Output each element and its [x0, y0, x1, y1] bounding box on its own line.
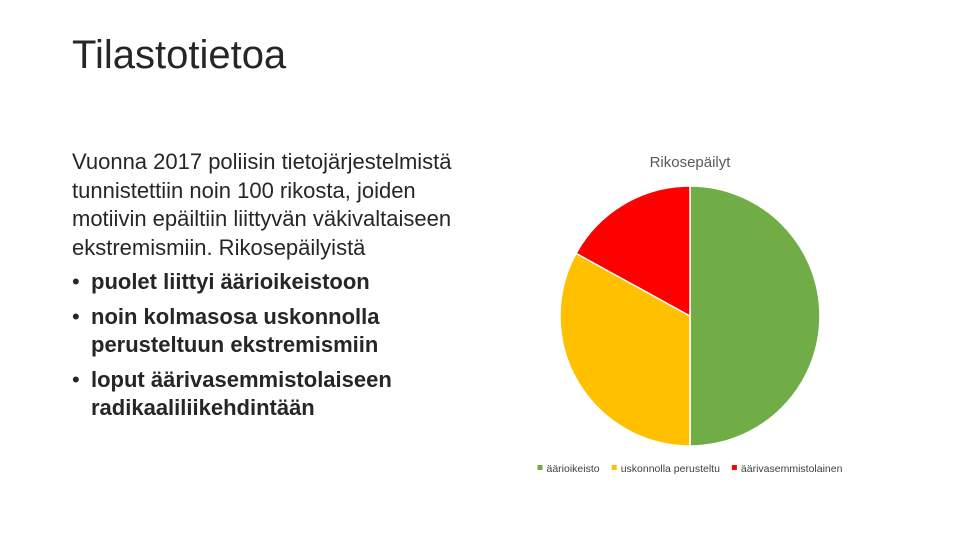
legend-item-3 — [732, 463, 843, 475]
pie-slice-1 — [690, 186, 820, 446]
bullet-item-far-right — [72, 268, 492, 297]
bullet-item-far-left — [72, 366, 492, 423]
chart-title: Rikosepäilyt — [649, 154, 731, 171]
pie-chart-svg — [520, 140, 860, 485]
legend-swatch — [732, 465, 737, 470]
bullet-marker: • — [72, 303, 80, 329]
body-text — [72, 148, 492, 429]
bullet-text: loput äärivasemmistolaiseen radikaaliliikehdintään — [91, 366, 392, 420]
bullet-text: noin kolmasosa uskonnolla perusteltuun ekstremismiin — [91, 303, 380, 357]
legend-swatch — [612, 465, 617, 470]
slide-title: Tilastotietoa — [72, 33, 287, 77]
intro-paragraph: Vuonna 2017 poliisin tietojärjestelmistä tunnistettiin noin 100 rikosta, joiden motiivin epäiltiin liittyvän väkivaltaiseen ekstremismiin. Rikosepäilyistä — [72, 149, 452, 260]
bullet-marker: • — [72, 366, 80, 392]
pie-slices — [560, 186, 820, 446]
legend-label: äärivasemmistolainen — [740, 463, 843, 475]
bullet-list — [72, 268, 492, 423]
bullet-item-religious — [72, 303, 492, 360]
bullet-marker: • — [72, 269, 80, 294]
pie-chart — [520, 140, 860, 485]
bullet-text: puolet liittyi äärioikeistoon — [91, 269, 370, 294]
chart-legend — [538, 463, 843, 475]
legend-label: äärioikeisto — [546, 463, 600, 475]
legend-label: uskonnolla perusteltu — [620, 463, 720, 475]
legend-swatch — [538, 465, 543, 470]
legend-item-2 — [612, 463, 720, 475]
legend-item-1 — [538, 463, 600, 475]
